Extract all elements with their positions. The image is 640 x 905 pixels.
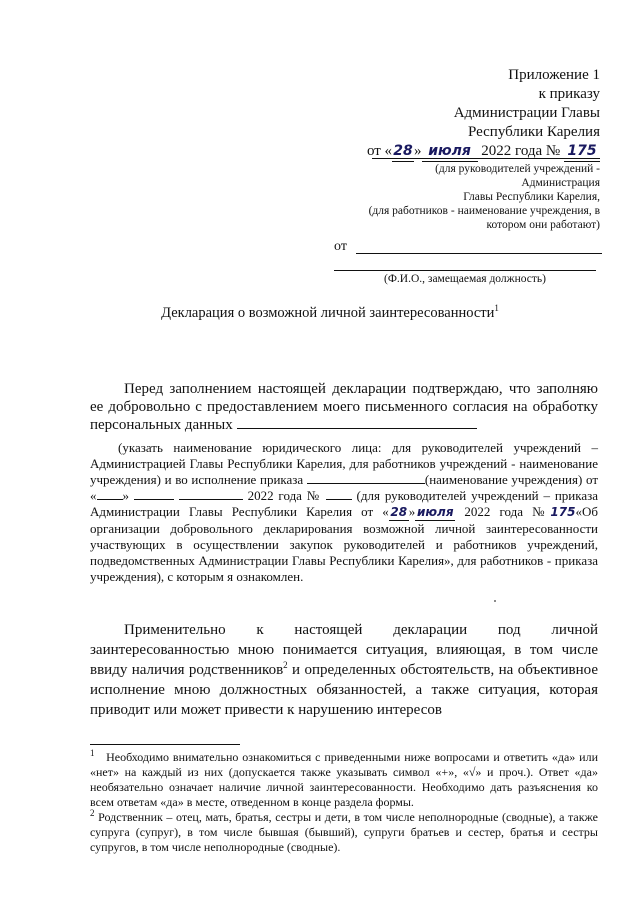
footnotes-block (90, 750, 598, 855)
scan-speck (494, 600, 496, 602)
fio-caption: (Ф.И.О., замещаемая должность) (384, 273, 546, 285)
handwritten-day-2: 28 (390, 505, 408, 519)
fio-line (334, 270, 596, 271)
appendix-header (340, 66, 600, 162)
blank-number (326, 488, 352, 500)
handwritten-day: 28 (392, 142, 414, 162)
blank-org-name (307, 472, 425, 484)
paragraph-definition: Применительно к настоящей декларации под личной заинтересованностью мною понимается ситуация, влияющая, в том числе ввиду наличия родственников$^2$ и определенных обстоятельств, на объективное исполнение мною должностных обязанностей, а также ситуация, которая приводит или может привести к нарушению интересов (90, 622, 598, 718)
consent-blank-line (237, 416, 477, 429)
paragraph-consent: Перед заполнением настоящей декларации подтверждаю, что заполняю ее добровольно с предоставлением моего письменного согласия на обработку персональных данных (90, 381, 598, 433)
recipient-block (330, 162, 600, 232)
handwritten-number-2: 175 (550, 505, 576, 519)
from-field (334, 238, 602, 256)
paragraph-org-order: (указать наименование юридического лица: для руководителей учреждений – Администрацией Главы Республики Карелия, для работников учреждений - наименование учреждения) и во исполнение приказа (наименование учреждения) от « » 2022 года № (для руководителей учреждений – приказа Администрации Главы Республики Карелия от « 28 » июля 2022 года №175«Об организации добровольного декларирования возможной личной заинтересованности участвующих в осуществлении закупок руководителей и работников учреждений, подведомственных Администрации Главы Республики Карелия», для работников - приказа учреждения), с которым я ознакомлен. (90, 440, 599, 584)
recipient-line: котором они работают) (486, 219, 600, 231)
handwritten-number: 175 (564, 142, 600, 162)
footnote-separator (90, 744, 240, 745)
appendix-order-ref: к приказу (538, 86, 600, 102)
recipient-line: Главы Республики Карелия, (463, 191, 600, 203)
blank-day (97, 488, 123, 500)
from-blank-line (356, 253, 602, 254)
handwritten-month-2: июля (416, 505, 454, 519)
footnote-1: $^1$ Необходимо внимательно ознакомиться с приведенными ниже вопросами и ответить «да» или «нет» на каждый из них (допускается также указывать символ «+», «√» и проч.). Ответ «да» необязательно означает наличие личной заинтересованности. Необходимо дать разъяснения ко всем ответам «да» в месте, отведенном в конце раздела формы. (90, 748, 599, 809)
blank-month-2 (179, 488, 243, 500)
footnote-2: $^2$ Родственник – отец, мать, братья, сестры и дети, в том числе неполнородные (сводные), а также супруга (супруг), в том числе бывшая (бывший), супруги братьев и сестер, братья и сестры супругов, в том числе неполнородные (сводные). (90, 808, 599, 854)
appendix-date-row: от «28» июля 2022 года № 175 (340, 142, 600, 162)
blank-month (134, 488, 174, 500)
handwritten-month: июля (422, 142, 478, 162)
appendix-region: Республики Карелия (467, 124, 600, 140)
footnote-ref-1: 1 (494, 303, 499, 314)
recipient-line: (для работников - наименование учреждения, в (368, 205, 600, 217)
recipient-top-line (372, 158, 600, 159)
appendix-number: Приложение 1 (508, 67, 600, 83)
recipient-line: Администрация (521, 177, 600, 189)
footnote-ref-2: 2 (283, 660, 288, 670)
appendix-org: Администрации Главы (453, 105, 600, 121)
declaration-title: Декларация о возможной личной заинтересованности$^1$ (161, 303, 499, 321)
from-label: от (334, 239, 347, 254)
recipient-line: (для руководителей учреждений - (435, 163, 600, 175)
